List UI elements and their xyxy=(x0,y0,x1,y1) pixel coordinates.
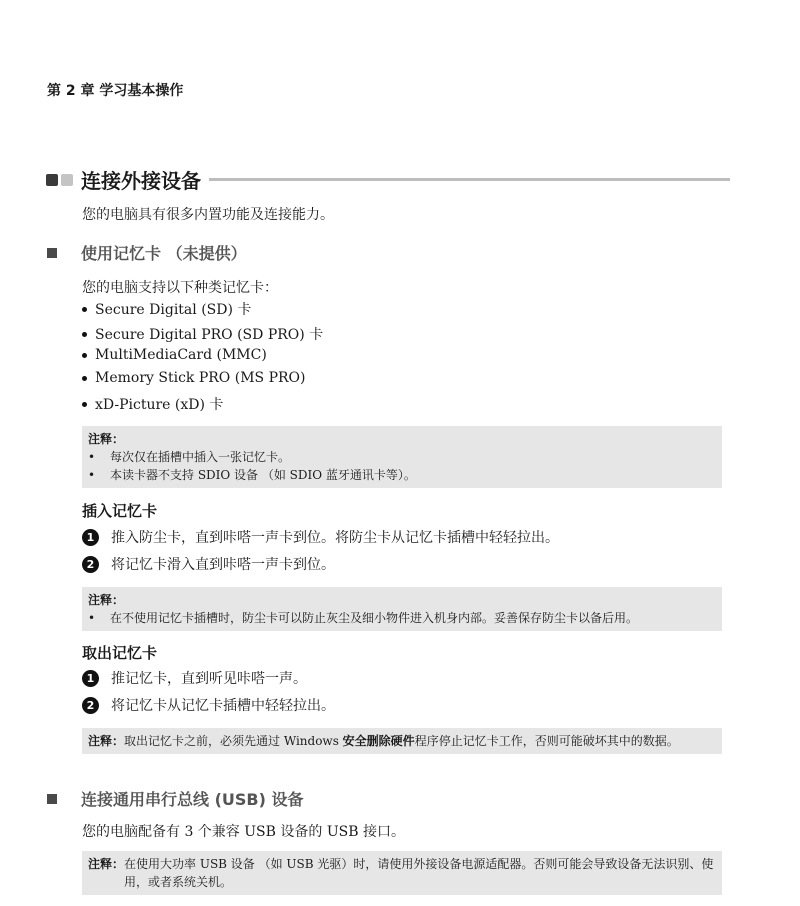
section-title-text: 连接外接设备 xyxy=(81,169,201,193)
safe-remove-hardware-text: 安全删除硬件 xyxy=(342,734,415,748)
bullet-icon xyxy=(82,307,87,312)
note-label: 注释： xyxy=(88,734,125,748)
note-box xyxy=(82,426,722,488)
title-square-light-icon xyxy=(61,174,73,186)
list-item: Secure Digital (SD) 卡 xyxy=(82,299,251,319)
step-item: 1 推入防尘卡，直到咔嗒一声卡到位。将防尘卡从记忆卡插槽中轻轻拉出。 xyxy=(82,527,559,547)
subsection-memory-card xyxy=(47,241,247,264)
bullet-icon xyxy=(82,376,87,381)
note-box xyxy=(82,851,722,895)
usb-intro: 您的电脑配备有 3 个兼容 USB 设备的 USB 接口。 xyxy=(82,824,405,840)
note-box xyxy=(82,587,722,631)
remove-card-heading: 取出记忆卡 xyxy=(82,644,158,662)
note-label: 注释： xyxy=(88,432,125,446)
note-item: • 每次仅在插槽中插入一张记忆卡。 xyxy=(88,450,291,464)
step-item: 1 推记忆卡，直到听见咔嗒一声。 xyxy=(82,668,307,688)
bullet-icon xyxy=(82,402,87,407)
list-item: Memory Stick PRO (MS PRO) xyxy=(82,370,305,386)
title-square-dark-icon xyxy=(46,174,58,186)
note-label: 注释： xyxy=(88,857,125,871)
step-item: 2 将记忆卡滑入直到咔嗒一声卡到位。 xyxy=(82,554,335,574)
insert-card-heading: 插入记忆卡 xyxy=(82,502,158,520)
note-item: • 本读卡器不支持 SDIO 设备 （如 SDIO 蓝牙通讯卡等）。 xyxy=(88,468,416,482)
note-item: • 在不使用记忆卡插槽时，防尘卡可以防止灰尘及细小物件进入机身内部。妥善保存防尘卡以备后用。 xyxy=(88,611,639,625)
list-item: MultiMediaCard (MMC) xyxy=(82,347,267,363)
note-text: 注释： 在使用大功率 USB 设备 （如 USB 光驱）时，请使用外接设备电源适配器。否则可能会导致设备无法识别、使用，或者系统关机。 xyxy=(88,857,714,889)
step-number-icon: 1 xyxy=(82,670,99,687)
section-title xyxy=(46,165,730,194)
step-item: 2 将记忆卡从记忆卡插槽中轻轻拉出。 xyxy=(82,695,335,715)
memory-card-intro: 您的电脑支持以下种类记忆卡： xyxy=(82,280,278,296)
note-text: 注释： 取出记忆卡之前，必须先通过 Windows 安全删除硬件程序停止记忆卡工作，否则可能破坏其中的数据。 xyxy=(88,734,679,748)
step-number-icon: 1 xyxy=(82,529,99,546)
note-box xyxy=(82,728,722,754)
chapter-heading: 第 2 章 学习基本操作 xyxy=(47,83,184,99)
step-number-icon: 2 xyxy=(82,556,99,573)
subsection-usb xyxy=(47,787,303,810)
subsection-square-icon xyxy=(47,248,57,258)
bullet-icon xyxy=(82,332,87,337)
list-item: xD-Picture (xD) 卡 xyxy=(82,394,223,414)
subsection-square-icon xyxy=(47,794,57,804)
section-intro: 您的电脑具有很多内置功能及连接能力。 xyxy=(82,207,334,223)
note-label: 注释： xyxy=(88,593,125,607)
subsection-title: 连接通用串行总线 (USB) 设备 xyxy=(81,790,304,809)
title-rule xyxy=(209,178,730,181)
list-item: Secure Digital PRO (SD PRO) 卡 xyxy=(82,324,323,344)
step-number-icon: 2 xyxy=(82,697,99,714)
subsection-title: 使用记忆卡 （未提供） xyxy=(81,244,247,263)
bullet-icon xyxy=(82,353,87,358)
